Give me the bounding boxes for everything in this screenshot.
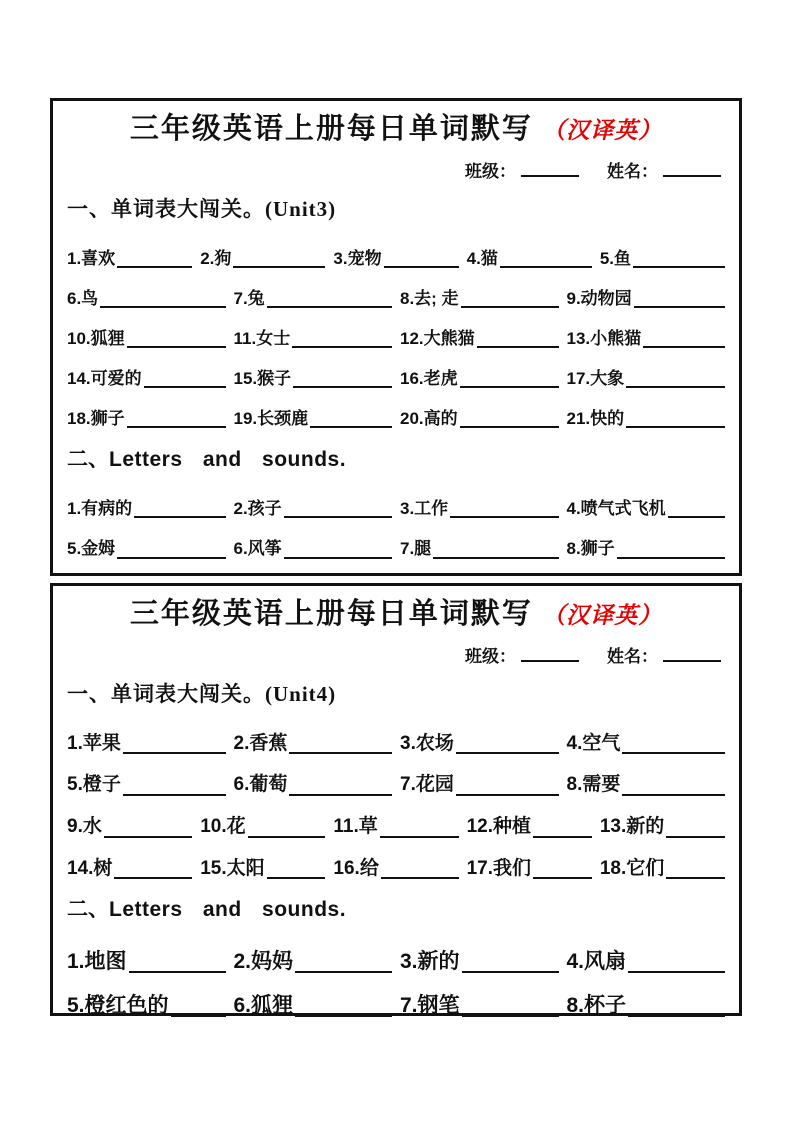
vocab-item xyxy=(400,288,559,310)
part2-heading-number: 二、 xyxy=(67,447,109,472)
answer-blank xyxy=(117,263,192,268)
vocab-item xyxy=(234,328,393,350)
vocab-label: 7.兔 xyxy=(233,288,265,308)
vocab-label: 4.喷气式飞机 xyxy=(566,499,666,519)
vocab-row xyxy=(67,992,725,1019)
answer-blank xyxy=(617,554,725,559)
vocab-item xyxy=(400,328,559,350)
answer-blank xyxy=(144,383,226,388)
vocab-row xyxy=(67,408,725,430)
vocab-label: 8.狮子 xyxy=(566,539,615,559)
answer-blank xyxy=(123,749,226,754)
part1-heading: 一、单词表大闯关。(Unit3) xyxy=(67,197,337,222)
vocab-label: 10.狐狸 xyxy=(67,328,125,348)
worksheet-card-unit3 xyxy=(50,98,742,576)
part2-heading xyxy=(67,896,725,923)
vocab-label: 21.快的 xyxy=(566,408,625,428)
vocab-label: 19.长颈鹿 xyxy=(233,408,309,428)
vocab-label: 3.工作 xyxy=(400,499,449,519)
answer-blank xyxy=(289,791,392,796)
vocab-label: 7.钢笔 xyxy=(400,993,460,1017)
vocab-item xyxy=(333,815,458,840)
vocab-label: 12.种植 xyxy=(466,815,532,837)
answer-blank xyxy=(129,968,226,973)
vocab-item xyxy=(600,248,725,270)
vocab-label: 2.香蕉 xyxy=(233,732,288,754)
vocab-item xyxy=(400,368,559,390)
vocab-item xyxy=(67,408,226,430)
vocab-label: 1.地图 xyxy=(67,949,127,973)
part2-heading xyxy=(67,446,725,473)
vocab-item xyxy=(567,408,726,430)
vocab-item xyxy=(467,248,592,270)
part1-rows xyxy=(67,248,725,430)
vocab-label: 15.太阳 xyxy=(200,857,265,879)
answer-blank xyxy=(500,263,592,268)
vocab-label: 4.风扇 xyxy=(566,949,627,973)
vocab-label: 18.狮子 xyxy=(67,408,125,428)
answer-blank xyxy=(123,791,226,796)
vocab-row xyxy=(67,248,725,270)
vocab-label: 17.我们 xyxy=(466,857,532,879)
vocab-item xyxy=(467,815,592,840)
worksheet-title-text: 三年级英语上册每日单词默写 xyxy=(129,113,533,145)
vocab-label: 9.动物园 xyxy=(566,288,632,308)
answer-blank xyxy=(533,833,592,838)
vocab-item xyxy=(234,408,393,430)
vocab-label: 13.小熊猫 xyxy=(566,328,642,348)
answer-blank xyxy=(295,1012,392,1017)
vocab-item xyxy=(333,857,458,882)
vocab-item xyxy=(200,857,325,882)
answer-blank xyxy=(127,423,226,428)
vocab-item xyxy=(467,857,592,882)
vocab-label: 18.它们 xyxy=(599,857,665,879)
answer-blank xyxy=(628,1012,725,1017)
name-label: 姓名： xyxy=(607,647,658,667)
answer-blank xyxy=(381,874,459,879)
vocab-item xyxy=(234,732,393,757)
vocab-label: 12.大熊猫 xyxy=(400,328,475,348)
vocab-item xyxy=(567,328,726,350)
vocab-label: 8.需要 xyxy=(566,774,621,796)
name-blank xyxy=(663,161,721,177)
vocab-item xyxy=(400,773,559,798)
vocab-item xyxy=(67,948,226,975)
part2-heading-number: 二、 xyxy=(67,897,109,922)
vocab-label: 6.风筝 xyxy=(233,539,282,559)
answer-blank xyxy=(628,968,725,973)
vocab-label: 7.花园 xyxy=(400,774,454,796)
vocab-label: 7.腿 xyxy=(400,539,432,559)
vocab-label: 17.大象 xyxy=(566,368,625,388)
answer-blank xyxy=(433,554,558,559)
answer-blank xyxy=(117,554,225,559)
vocab-item xyxy=(567,732,726,757)
title-annotation: （汉译英） xyxy=(542,118,663,143)
vocab-item xyxy=(234,773,393,798)
answer-blank xyxy=(533,874,592,879)
vocab-item xyxy=(234,538,393,560)
answer-blank xyxy=(267,874,326,879)
vocab-row xyxy=(67,288,725,310)
vocab-label: 5.橙子 xyxy=(67,774,121,796)
vocab-item xyxy=(67,498,226,520)
answer-blank xyxy=(460,383,559,388)
vocab-label: 11.草 xyxy=(333,815,378,837)
vocab-label: 4.空气 xyxy=(566,732,621,754)
student-id-line xyxy=(67,161,725,183)
vocab-label: 1.喜欢 xyxy=(67,248,116,268)
answer-blank xyxy=(295,968,392,973)
answer-blank xyxy=(668,513,725,518)
class-label: 班级： xyxy=(465,647,516,667)
answer-blank xyxy=(310,423,392,428)
vocab-label: 3.农场 xyxy=(400,732,454,754)
answer-blank xyxy=(284,554,392,559)
student-id-line xyxy=(67,646,725,668)
vocab-label: 10.花 xyxy=(200,815,246,837)
vocab-row xyxy=(67,815,725,840)
vocab-row xyxy=(67,328,725,350)
vocab-label: 5.金姆 xyxy=(67,539,116,559)
vocab-label: 2.狗 xyxy=(200,248,232,268)
answer-blank xyxy=(384,263,459,268)
answer-blank xyxy=(666,874,725,879)
vocab-item xyxy=(600,857,725,882)
answer-blank xyxy=(456,749,559,754)
answer-blank xyxy=(293,383,392,388)
part1-heading: 一、单词表大闯关。(Unit4) xyxy=(67,682,337,707)
vocab-row xyxy=(67,948,725,975)
vocab-item xyxy=(600,815,725,840)
vocab-item xyxy=(333,248,458,270)
vocab-label: 3.宠物 xyxy=(333,248,382,268)
answer-blank xyxy=(633,263,725,268)
vocab-row xyxy=(67,857,725,882)
vocab-item xyxy=(67,815,192,840)
vocab-label: 6.鸟 xyxy=(67,288,99,308)
name-label: 姓名： xyxy=(607,162,658,182)
answer-blank xyxy=(100,303,225,308)
vocab-item xyxy=(67,368,226,390)
part2-heading-text: Letters and sounds. xyxy=(109,898,347,922)
vocab-label: 5.橙红色的 xyxy=(67,993,169,1017)
vocab-label: 8.杯子 xyxy=(566,993,627,1017)
vocab-item xyxy=(67,328,226,350)
vocab-label: 4.猫 xyxy=(466,248,498,268)
vocab-label: 6.狐狸 xyxy=(233,993,294,1017)
vocab-item xyxy=(234,948,393,975)
name-blank xyxy=(663,646,721,662)
part2-rows xyxy=(67,498,725,560)
answer-blank xyxy=(450,513,558,518)
class-label: 班级： xyxy=(465,162,516,182)
vocab-item xyxy=(200,815,325,840)
answer-blank xyxy=(114,874,192,879)
answer-blank xyxy=(643,343,725,348)
part2-heading-text: Letters and sounds. xyxy=(109,448,347,472)
answer-blank xyxy=(461,303,559,308)
vocab-item xyxy=(567,368,726,390)
vocab-label: 15.猴子 xyxy=(233,368,292,388)
vocab-item xyxy=(400,538,559,560)
vocab-item xyxy=(67,992,226,1019)
answer-blank xyxy=(233,263,325,268)
answer-blank xyxy=(626,383,725,388)
vocab-label: 20.高的 xyxy=(400,408,458,428)
answer-blank xyxy=(104,833,192,838)
vocab-item xyxy=(567,773,726,798)
answer-blank xyxy=(292,343,392,348)
vocab-item xyxy=(400,498,559,520)
worksheet-title-text: 三年级英语上册每日单词默写 xyxy=(129,598,533,630)
answer-blank xyxy=(477,343,559,348)
vocab-item xyxy=(234,288,393,310)
vocab-label: 3.新的 xyxy=(400,949,460,973)
vocab-row xyxy=(67,538,725,560)
vocab-label: 14.树 xyxy=(67,857,113,879)
answer-blank xyxy=(171,1012,226,1017)
vocab-item xyxy=(567,498,726,520)
worksheet-title xyxy=(67,111,725,147)
vocab-item xyxy=(234,368,393,390)
vocab-label: 16.给 xyxy=(333,857,379,879)
vocab-row xyxy=(67,498,725,520)
vocab-label: 2.孩子 xyxy=(233,499,282,519)
vocab-item xyxy=(567,538,726,560)
answer-blank xyxy=(622,791,725,796)
vocab-item xyxy=(67,857,192,882)
part1-rows xyxy=(67,732,725,882)
answer-blank xyxy=(248,833,326,838)
vocab-label: 2.妈妈 xyxy=(233,949,294,973)
vocab-label: 8.去; 走 xyxy=(400,288,459,308)
vocab-item xyxy=(567,288,726,310)
vocab-row xyxy=(67,368,725,390)
vocab-label: 13.新的 xyxy=(599,815,665,837)
vocab-label: 1.有病的 xyxy=(67,499,133,519)
part2-rows xyxy=(67,948,725,1020)
answer-blank xyxy=(380,833,459,838)
vocab-label: 6.葡萄 xyxy=(233,774,288,796)
answer-blank xyxy=(289,749,392,754)
vocab-item xyxy=(67,732,226,757)
class-blank xyxy=(521,646,579,662)
answer-blank xyxy=(626,423,725,428)
vocab-row xyxy=(67,773,725,798)
vocab-item xyxy=(234,992,393,1019)
answer-blank xyxy=(462,968,559,973)
class-blank xyxy=(521,161,579,177)
vocab-item xyxy=(67,538,226,560)
vocab-item xyxy=(234,498,393,520)
vocab-label: 1.苹果 xyxy=(67,732,121,754)
vocab-label: 9.水 xyxy=(67,815,102,837)
answer-blank xyxy=(622,749,725,754)
answer-blank xyxy=(462,1012,559,1017)
answer-blank xyxy=(460,423,559,428)
vocab-item xyxy=(400,992,559,1019)
vocab-item xyxy=(400,732,559,757)
worksheet-card-unit4 xyxy=(50,583,742,1016)
answer-blank xyxy=(634,303,725,308)
answer-blank xyxy=(456,791,559,796)
vocab-label: 14.可爱的 xyxy=(67,368,142,388)
answer-blank xyxy=(666,833,725,838)
vocab-item xyxy=(67,773,226,798)
title-annotation: （汉译英） xyxy=(542,603,663,628)
vocab-item xyxy=(567,992,726,1019)
vocab-item xyxy=(200,248,325,270)
answer-blank xyxy=(267,303,392,308)
vocab-item xyxy=(400,948,559,975)
vocab-item xyxy=(67,248,192,270)
vocab-label: 11.女士 xyxy=(233,328,291,348)
vocab-item xyxy=(67,288,226,310)
vocab-row xyxy=(67,732,725,757)
answer-blank xyxy=(127,343,226,348)
answer-blank xyxy=(284,513,392,518)
vocab-label: 5.鱼 xyxy=(599,248,631,268)
worksheet-title xyxy=(67,596,725,632)
vocab-label: 16.老虎 xyxy=(400,368,458,388)
vocab-item xyxy=(400,408,559,430)
answer-blank xyxy=(134,513,225,518)
vocab-item xyxy=(567,948,726,975)
